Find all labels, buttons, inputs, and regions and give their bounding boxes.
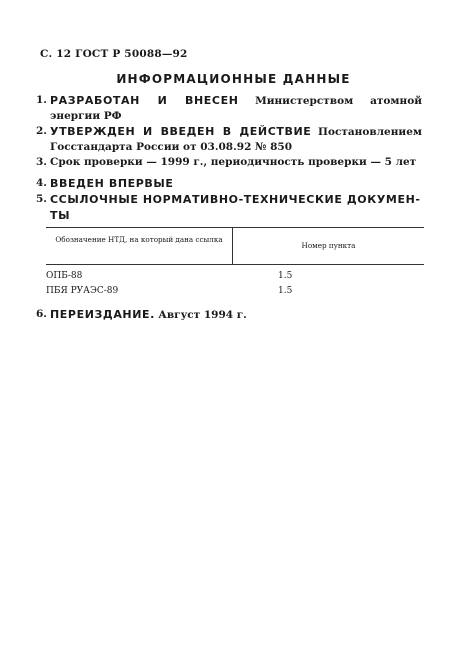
item-2-number: 2. [36,125,47,137]
item-1-heading: РАЗРАБОТАН И ВНЕСЕН [50,94,239,107]
clause-number: 1.5 [278,271,293,281]
item-4-heading: ВВЕДЕН ВПЕРВЫЕ [50,177,174,190]
section-title: ИНФОРМАЦИОННЫЕ ДАННЫЕ [116,72,351,86]
references-table-header [46,228,424,265]
item-6-heading: ПЕРЕИЗДАНИЕ. [50,308,155,321]
references-table [46,227,424,299]
item-2-heading: УТВЕРЖДЕН И ВВЕДЕН В ДЕЙСТВИЕ [50,125,312,138]
header-ntd-designation: Обозначение НТД, на который дана ссылка [55,235,223,244]
item-5-heading: ССЫЛОЧНЫЕ НОРМАТИВНО-ТЕХНИЧЕСКИЕ ДОКУМЕН-ТЫ [50,193,421,222]
table-row [46,284,424,299]
item-6 [36,307,422,323]
item-3-text: Срок проверки — 1999 г., периодичность проверки — 5 лет [50,156,417,168]
item-5-number: 5. [36,193,47,205]
header-clause-number: Номер пункта [301,241,356,250]
item-6-number: 6. [36,308,47,320]
item-1-text: Министерством атомной энергии РФ [50,95,422,122]
item-5 [36,192,428,224]
item-3 [36,155,422,170]
ntd-designation: ОПБ-88 [46,271,83,281]
item-4 [36,176,422,192]
ntd-designation: ПБЯ РУАЭС-89 [46,286,119,296]
item-1-number: 1. [36,94,47,106]
item-6-text: Август 1994 г. [158,309,247,321]
item-2 [36,124,423,155]
table-row [46,269,424,284]
item-1 [36,93,422,124]
item-2-text: Постановлением Госстандарта России от 03.08.92 № 850 [50,126,423,153]
page-header: С. 12 ГОСТ Р 50088—92 [40,48,188,60]
item-3-number: 3. [36,156,47,168]
item-4-number: 4. [36,177,47,189]
clause-number: 1.5 [278,286,293,296]
